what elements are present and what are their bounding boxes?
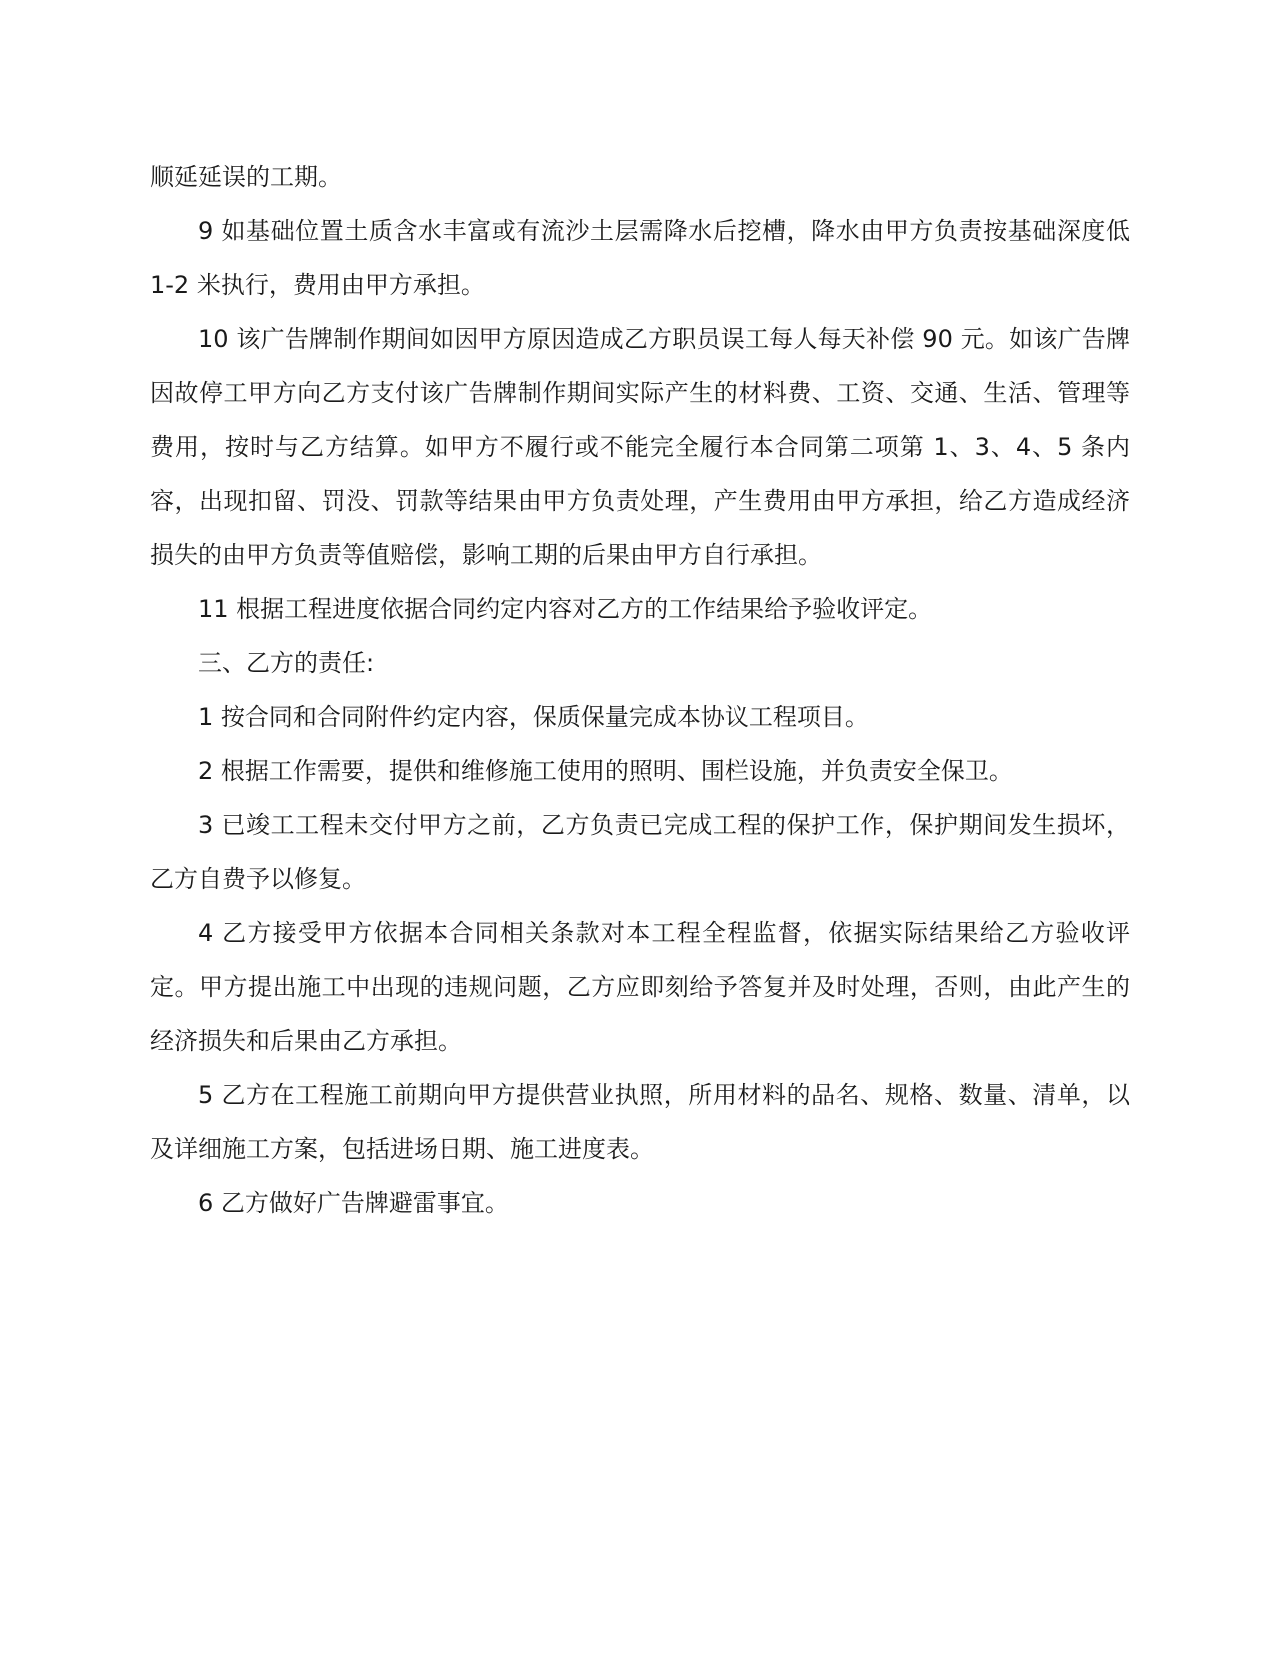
paragraph-b-item-2: 2 根据工作需要，提供和维修施工使用的照明、围栏设施，并负责安全保卫。: [198, 757, 1013, 785]
paragraph-b-item-3: 3 已竣工工程未交付甲方之前，乙方负责已完成工程的保护工作，保护期间发生损坏，乙方自费予以修复。: [150, 811, 1130, 893]
paragraph-b-item-4: 4 乙方接受甲方依据本合同相关条款对本工程全程监督，依据实际结果给乙方验收评定。甲方提出施工中出现的违规问题，乙方应即刻给予答复并及时处理，否则，由此产生的经济损失和后果由乙方承担。: [150, 919, 1130, 1055]
paragraph-item-11: 11 根据工程进度依据合同约定内容对乙方的工作结果给予验收评定。: [198, 595, 933, 623]
paragraph-item-9: 9 如基础位置土质含水丰富或有流沙土层需降水后挖槽，降水由甲方负责按基础深度低 1-2 米执行，费用由甲方承担。: [150, 217, 1130, 299]
paragraph-b-item-1: 1 按合同和合同附件约定内容，保质保量完成本协议工程项目。: [198, 703, 869, 731]
paragraph-continuation: 顺延延误的工期。: [150, 163, 342, 191]
paragraph-b-item-6: 6 乙方做好广告牌避雷事宜。: [198, 1189, 509, 1217]
section-heading-party-b-responsibilities: 三、乙方的责任:: [198, 649, 375, 677]
document-body: [150, 150, 1130, 1230]
paragraph-item-10: 10 该广告牌制作期间如因甲方原因造成乙方职员误工每人每天补偿 90 元。如该广告牌因故停工甲方向乙方支付该广告牌制作期间实际产生的材料费、工资、交通、生活、管理等费用，按时与乙方结算。如甲方不履行或不能完全履行本合同第二项第 1、3、4、5 条内容，出现扣留、罚没、罚款等结果由甲方负责处理，产生费用由甲方承担，给乙方造成经济损失的由甲方负责等值赔偿，影响工期的后果由甲方自行承担。: [150, 325, 1130, 569]
paragraph-b-item-5: 5 乙方在工程施工前期向甲方提供营业执照，所用材料的品名、规格、数量、清单，以及详细施工方案，包括进场日期、施工进度表。: [150, 1081, 1130, 1163]
